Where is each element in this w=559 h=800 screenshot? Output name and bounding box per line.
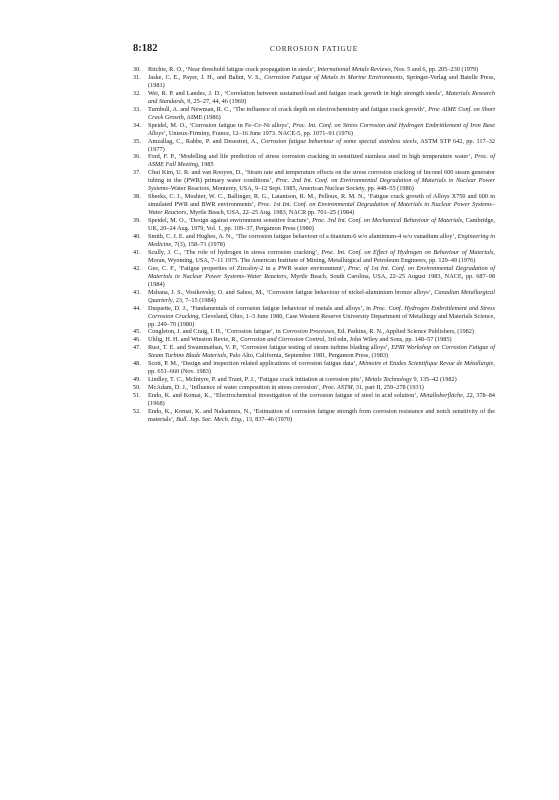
reference-number: 47. [133,344,141,352]
reference-text-segment: Endo, K. and Komai, K., ‘Electrochemical investigation of the corrosion fatigue of steel in acid solution’, [148,392,420,400]
reference-item [133,90,495,106]
reference-text [148,344,495,359]
reference-text-segment: , 1985 [198,161,214,169]
reference-text-segment: , Nos. 5 and 6, pp. 205–230 (1979) [390,66,479,73]
reference-text-segment: 9, 135–42 (1982) [411,376,457,384]
reference-text-segment: Wei, R. P. and Landes, J. D., ‘Correlation between sustained-load and fatigue crack growth in high strength steels’, [148,89,446,97]
reference-text [148,138,495,153]
reference-item [133,289,495,305]
reference-text-segment: Chui Kim, U. R. and van Rooyen, D., ‘Strain rate and temperature effects on the stress corrosion cracking of Inconel 600 steam generator tubing in the (PWR) primary water conditions’, [148,169,495,185]
reference-text [148,74,495,89]
reference-number: 50. [133,384,141,392]
reference-number: 30. [133,66,141,73]
reference-source-title: Bull. Jap. Soc. Mech. Eng. [176,415,243,423]
reference-source-title: Engineering in Medicine [148,233,496,248]
reference-item [133,408,495,424]
reference-text-segment: , Ed. Parkins, R. N., Applied Science Publishers, (1982) [334,328,474,336]
reference-text [148,289,495,304]
reference-list [133,66,495,424]
reference-item [133,153,495,169]
reference-number: 43. [133,288,141,296]
reference-item [133,344,495,360]
reference-source-title: Proc. ASTM [322,384,353,392]
reference-item [133,392,495,408]
reference-text [148,265,495,288]
reference-text-segment: Speidel, M. O., ‘Design against environment sensitive fracture’, [148,217,313,225]
reference-text [148,305,495,328]
reference-text-segment: –Water Reactors, Monterey, USA, 9–12 Sept. 1985, American Nuclear Society, pp. 448–55 (1986) [167,185,414,193]
reference-item [133,66,495,74]
reference-text-segment: Sheeks, C. J., Moshier, W. C., Ballinger, R. G., Latanison, R. M., Pelloux, R. M. N., ‘Fatigue crack growth of Alloys X750 and 600 in simulated PWR and BWR environments’, [148,193,495,209]
reference-text [148,384,424,391]
reference-item [133,233,495,249]
reference-source-title: Corrosion fatigue behaviour of some special stainless steels [260,137,417,145]
reference-text-segment: Endo, K., Komai, K. and Nakamura, N., ‘Estimation of corrosion fatigue strength from corrosion resistance and notch sensitivity of the materials’, [148,407,495,423]
reference-number: 40. [133,233,141,241]
reference-number: 44. [133,304,141,312]
reference-text [148,336,452,343]
reference-source-title: Proc. Int. Conf. on Stress Corrosion and Hydrogen Embrittlement of Iron Base Alloys [148,121,496,137]
reference-source-title: Proc. Int. Conf. on Effect of Hydrogen on Behaviour of Materials [321,248,494,256]
reference-text [148,233,495,248]
reference-source-title: Proc. of ASME Fall Meeting [148,153,495,169]
reference-source-title: Proc. 3rd Int. Conf. on Mechanical Behaviour of Materials [312,217,463,225]
reference-text-segment: , ASTM STP 642, pp. 117–32 (1977) [148,137,496,153]
reference-source-title: Metalloberfläche [419,392,463,400]
reference-item [133,360,495,376]
reference-text [148,153,495,168]
reference-source-title: Corrosion Processes [282,328,335,336]
reference-number: 49. [133,376,141,384]
reference-text [148,360,495,375]
reference-item [133,74,495,90]
reference-number: 38. [133,193,141,201]
reference-text [148,249,495,264]
reference-text-segment: Congleton, J. and Craig, I. H., ‘Corrosion fatigue’, in [148,328,283,336]
reference-text-segment: Rust, T. E. and Swaminathan, V. P., ‘Corrosion fatigue testing of steam turbine blading alloys’, [148,344,392,352]
reference-text-segment: Ritchie, R. O., ‘Near threshold fatigue crack propagation in steels’, [148,66,318,73]
reference-text-segment: , pp. 651–660 (Nov. 1983) [148,360,496,376]
reference-text [148,90,495,105]
reference-text [148,392,495,407]
reference-source-title: Metals Technology [364,376,412,384]
reference-number: 48. [133,360,141,368]
reference-number: 42. [133,264,141,272]
reference-number: 32. [133,89,141,97]
reference-item [133,376,495,384]
reference-item [133,106,495,122]
reference-number: 45. [133,328,141,336]
reference-source-title: Proc. 2nd Int. Conf. on Environmental Degradation of Materials in Nuclear Power Systems [148,177,495,193]
reference-number: 46. [133,336,141,344]
reference-text-segment: , 13, 837–46 (1970) [242,415,293,423]
reference-text-segment: Smith, C. J. E. and Hughes, A. N., ‘The corrosion fatigue behaviour of a titanium-6 w/o aluminium-4 w/o vanadium alloy’, [148,233,458,241]
reference-text-segment: Turnbull, A. and Newman, R. C., ‘The influence of crack depth on electrochemistry and fatigue crack growth’, [148,105,429,113]
reference-number: 39. [133,217,141,225]
reference-item [133,169,495,193]
reference-number: 51. [133,392,141,400]
reference-text-segment: Speidel, M. O., ‘Corrosion fatigue in Fe–Cr–Ni alloys’, [148,121,293,129]
reference-number: 33. [133,105,141,113]
reference-text [148,408,495,423]
reference-text [148,169,495,192]
reference-number: 37. [133,169,141,177]
page-number: 8:182 [133,43,158,54]
reference-text-segment: , Cambridge, UK, 20–24 Aug. 1979, Vol. 1, pp. 109–37, Pergamon Press (1980) [148,217,496,233]
reference-number: 52. [133,407,141,415]
reference-text-segment: , Myrtle Beach, South Carolina, USA, 22–25 August 1983, NACE, pp. 687–98 (1984) [148,272,496,288]
reference-text [148,376,457,383]
reference-text-segment: Duquette, D. J., ‘Fundamentals of corrosion fatigue behaviour of metals and alloys’, in [148,304,373,312]
reference-text-segment: McAdam, D. J., ‘Influence of water composition in stress corrosion’, [148,384,323,392]
reference-source-title: Proc AIME Conf. on Short Crack Growth [148,105,495,121]
reference-item [133,193,495,217]
reference-text-segment: Lindley, T. C., McIntyre, P. and Trant, P. J., ‘Fatigue crack initiation at corrosion pits’, [148,376,365,384]
reference-source-title: Proc. Conf. Hydrogen Embrittlement and Stress Corrosion Cracking [148,304,496,320]
reference-source-title: Proc. 1st Int. Conf. on Environmental Degradation of Materials in Nuclear Power Systems–Water Reactors [148,201,495,217]
reference-text-segment: Scott, P. M., ‘Design and inspection related applications of corrosion fatigue data’, [148,360,359,368]
reference-text [148,66,478,73]
reference-item [133,138,495,154]
reference-number: 35. [133,137,141,145]
reference-item [133,328,495,336]
reference-text-segment: , 9, 25–27, 44, 46 (1969) [184,97,247,105]
reference-text [148,328,474,335]
reference-source-title: Canadian Metallurgical Quarterly [148,288,495,304]
reference-number: 41. [133,248,141,256]
reference-text-segment: Jaske, C. E., Payer, J. H., and Balint, V. S., [148,73,265,81]
reference-item [133,384,495,392]
reference-text-segment: Mshana, J. S., Vosikovsky, O. and Sahoo, M., ‘Corrosion fatigue behaviour of nickel-aluminium bronze alloys’, [148,288,435,296]
reference-number: 34. [133,121,141,129]
reference-item [133,265,495,289]
reference-source-title: Corrosion Fatigue of Metals in Marine Environments [264,73,403,81]
reference-source-title: Proc. of 1st Int. Conf. on Environmental Degradation of Materials in Nuclear Power Systems–Water Reactors [148,264,496,280]
reference-text-segment: , Moran, Wyoming, USA, 7–11 1975. The American Institute of Mining, Metallurgical and Petroleum Engineers, pp. 129–49 (1976) [148,248,495,264]
reference-text-segment: Amzallag, C., Rabbe, P. and Desestret, A., [148,137,261,145]
page-header [133,42,495,56]
reference-text [148,193,495,216]
reference-text-segment: ’, Unieux-Firminy, France, 12–16 June 1973. NACE-5, pp. 1071–91 (1976) [163,129,353,137]
reference-text-segment: , 23, 7–15 (1984) [172,296,216,304]
reference-text [148,217,495,232]
reference-text-segment: , Myrtle Beach, USA, 22–25 Aug. 1983, NACR pp. 701–25 (1984) [186,209,355,217]
reference-item [133,217,495,233]
reference-number: 36. [133,153,141,161]
running-title: CORROSION FATIGUE [269,45,359,53]
reference-text-segment: , Cleveland, Ohio, 1–3 June 1980, Case Western Reserve University Department of Metallurgy and Materials Science, pp. 249–70 (1980) [148,312,496,328]
reference-source-title: Mémoire et Etudes Scientifique Revue de Métallurgie [358,360,494,368]
reference-text-segment: , 22, 378–84 (1968) [148,392,495,408]
reference-source-title: EPRI Workshop on Corrosion Fatigue of Steam Turbine Blade Materials [148,344,495,360]
reference-text-segment: Uhlig, H. H. and Winston Revie, R., [148,336,241,344]
reference-source-title: Corrosion and Corrosion Control [240,336,325,344]
reference-item [133,336,495,344]
reference-item [133,249,495,265]
reference-text-segment: , 3rd edn, John Wiley and Sons, pp. 148–57 (1985) [324,336,452,344]
reference-text-segment: , AIME (1986) [183,113,221,121]
reference-source-title: Materials Research and Standards [148,89,495,105]
reference-text-segment: Gee, C. F., ‘Fatigue properties of Zircaloy-2 in a PWR water environment’, [148,264,348,272]
reference-text-segment: , 7(3), 158–71 (1978) [171,240,225,248]
reference-text-segment: Ford, F. P., ‘Modelling and life prediction of stress corrosion cracking in sensitized stainless steel in high temperature water’, [148,153,475,161]
reference-text [148,122,495,137]
reference-text-segment: , Palo Alto, California, September 1981, Pergamon Press, (1983) [226,352,389,360]
reference-text-segment: , Springer-Verlag and Batelle Press, (1981) [148,73,496,89]
reference-text [148,106,495,121]
reference-text-segment: , 31, part II, 259–278 (1931) [352,384,424,392]
reference-source-title: International Metals Reviews [317,66,391,73]
reference-text-segment: Scully, J. C., ‘The role of hydrogen in stress corrosion cracking’, [148,248,322,256]
reference-item [133,305,495,329]
reference-number: 31. [133,73,141,81]
reference-item [133,122,495,138]
